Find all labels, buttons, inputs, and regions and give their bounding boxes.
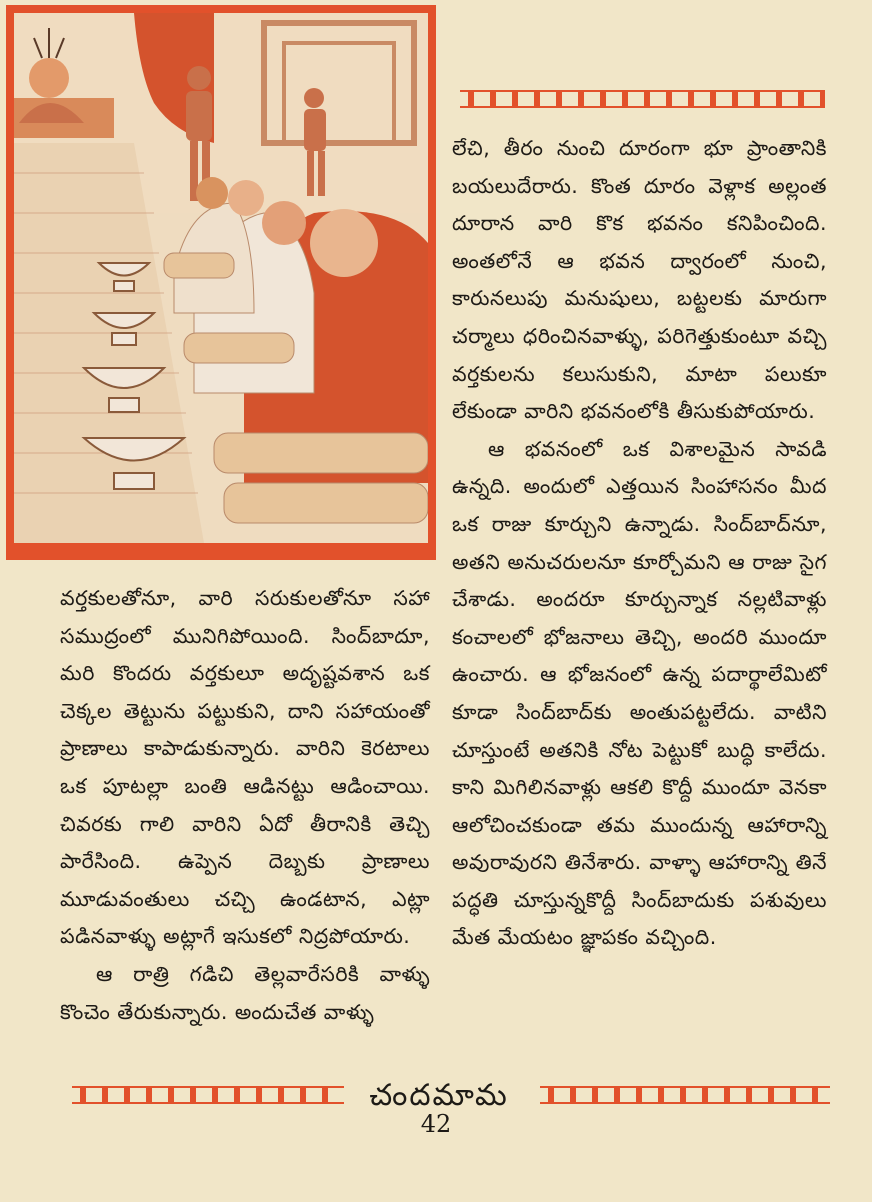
right-paragraph-2: ఆ భవనంలో ఒక విశాలమైన సావడి ఉన్నది. అందులో ఎత్తయిన సింహాసనం మీద ఒక రాజు కూర్చుని ఉన్నాడు. సింద్‌బాద్‌నూ, అతని అనుచరులనూ కూర్చోమని ఆ రాజు సైగ చేశాడు. అందరూ కూర్చున్నాక నల్లటివాళ్లు కంచాలలో భోజనాలు తెచ్చి, అందరి ముందూ ఉంచారు. ఆ భోజనంలో ఉన్న పదార్థాలేమిటో కూడా సింద్‌బాద్‌కు అంతుపట్టలేదు. వాటిని చూస్తుంటే అతనికి నోట పెట్టుకో బుద్ధి కాలేదు. కాని మిగిలినవాళ్లు ఆకలి కొద్దీ ముందూ వెనకా ఆలోచించకుండా తమ ముందున్న ఆహారాన్ని అవురావురని తినేశారు. వాళ్ళా ఆహారాన్ని తినే పద్ధతి చూస్తున్నకొద్దీ సింద్‌బాదుకు పశువులు మేత మేయటం జ్ఞాపకం వచ్చింది. <box>452 436 827 950</box>
page-number: 42 <box>420 1110 452 1138</box>
decorative-border-top <box>460 88 825 110</box>
right-paragraph-1: లేచి, తీరం నుంచి దూరంగా భూ ప్రాంతానికి బయలుదేరారు. కొంత దూరం వెళ్లాక అల్లంత దూరాన వారి కొక భవనం కనిపించింది. అంతలోనే ఆ భవన ద్వారంలో నుంచి, కారునలుపు మనుషులు, బట్టలకు మారుగా చర్మాలు ధరించినవాళ్ళు, పరిగెత్తుకుంటూ వచ్చి వర్తకులను కలుసుకుని, మాటా పలుకూ లేకుండా వారిని భవనంలోకి తీసుకుపోయారు. <box>452 136 827 424</box>
feast-illustration <box>14 13 428 543</box>
right-text-column <box>452 130 827 957</box>
left-paragraph-1: వర్తకులతోనూ, వారి సరుకులతోనూ సహా సముద్రంలో మునిగిపోయింది. సింద్‌బాదూ, మరి కొందరు వర్తకులూ అదృష్టవశాన ఒక చెక్కల తెట్టును పట్టుకుని, దాని సహాయంతో ప్రాణాలు కాపాడుకున్నారు. వారిని కెరటాలు ఒక పూటల్లా బంతి ఆడినట్టు ఆడించాయి. చివరకు గాలి వారిని ఏదో తీరానికి తెచ్చి పారేసింది. ఉప్పెన దెబ్బకు ప్రాణాలు మూడువంతులు చచ్చి ఉండటాన, ఎట్లా పడినవాళ్ళు అట్లాగే ఇసుకలో నిద్రపోయారు. <box>60 586 430 949</box>
left-paragraph-2: ఆ రాత్రి గడిచి తెల్లవారేసరికి వాళ్ళు కొంచెం తేరుకున్నారు. అందుచేత వాళ్ళు <box>60 961 430 1024</box>
magazine-title: చందమామ <box>369 1078 509 1113</box>
left-text-column <box>60 580 430 1031</box>
illustration-frame <box>6 5 436 560</box>
decorative-border-footer-right <box>540 1084 830 1106</box>
decorative-border-footer-left <box>72 1084 344 1106</box>
feast-scene-drawing <box>14 13 428 543</box>
